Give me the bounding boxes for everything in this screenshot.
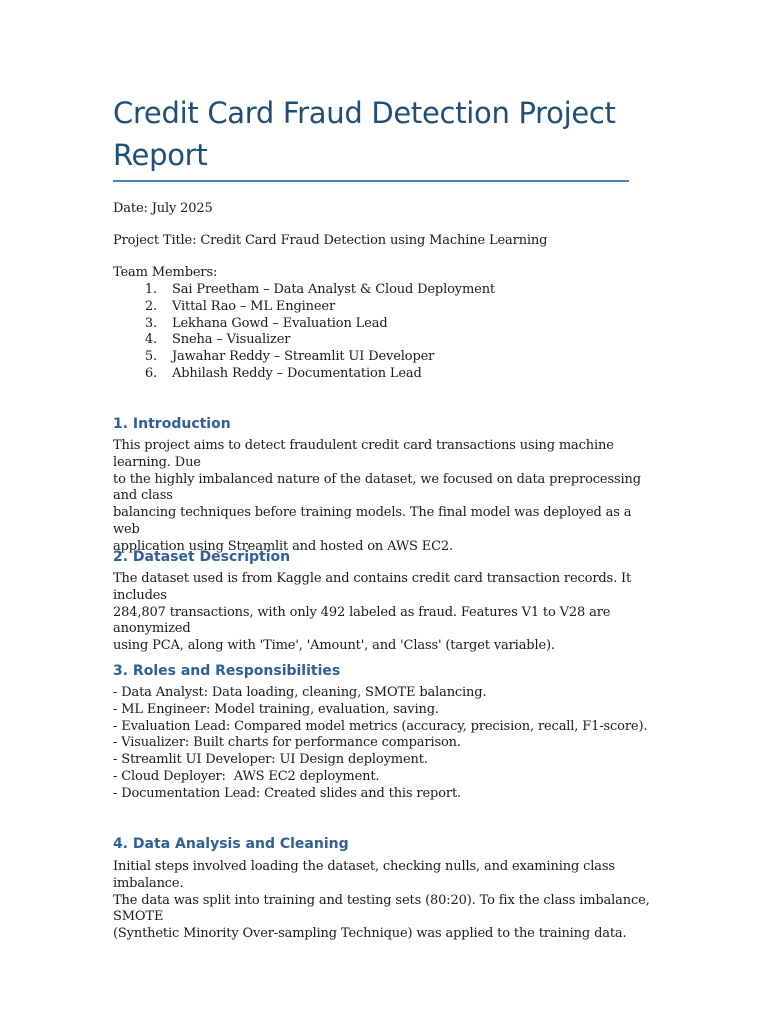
team-member-item: [113, 332, 495, 349]
project-title: Project Title: Credit Card Fraud Detection using Machine Learning: [113, 233, 548, 248]
team-member-name: Sneha – Visualizer: [172, 332, 291, 348]
title-underline: [113, 180, 629, 182]
team-member-item: [113, 366, 495, 383]
dataset-heading: 2. Dataset Description: [113, 549, 291, 565]
list-item: - Data Analyst: Data loading, cleaning, SMOTE balancing.: [113, 685, 487, 700]
analysis-paragraph: Initial steps involved loading the dataset, checking nulls, and examining class imbalance. The data was split into training and testing sets (80:20). To fix the class imbalance, SMOTE (Synthetic Minority Over-sampling Technique) was applied to the training data.: [113, 859, 650, 942]
list-number: 6.: [144, 365, 157, 381]
report-date: Date: July 2025: [113, 201, 213, 216]
team-member-name: Sai Preetham – Data Analyst & Cloud Deployment: [172, 282, 496, 297]
list-item: - Documentation Lead: Created slides and this report.: [113, 785, 462, 801]
team-members-label: Team Members:: [113, 265, 218, 280]
team-member-item: [113, 349, 495, 366]
list-number: 2.: [144, 298, 157, 314]
list-number: 3.: [144, 315, 157, 331]
document-title: Credit Card Fraud Detection Project Report: [113, 96, 616, 172]
list-item: - ML Engineer: Model training, evaluation, saving.: [113, 701, 439, 717]
analysis-heading: 4. Data Analysis and Cleaning: [113, 836, 349, 852]
team-member-name: Vittal Rao – ML Engineer: [172, 298, 336, 314]
list-number: 5.: [144, 349, 157, 365]
team-member-name: Jawahar Reddy – Streamlit UI Developer: [172, 349, 435, 365]
list-item: - Cloud Deployer: AWS EC2 deployment.: [113, 768, 380, 784]
list-number: 1.: [144, 282, 157, 297]
introduction-paragraph: This project aims to detect fraudulent credit card transactions using machine learning. Due to the highly imbalanced nature of the dataset, we focused on data preprocessing and class balancing techniques before training models. The final model was deployed as a web application using Streamlit and hosted on AWS EC2.: [113, 438, 641, 554]
team-member-item: [113, 282, 495, 299]
dataset-paragraph: The dataset used is from Kaggle and contains credit card transaction records. It includes 284,807 transactions, with only 492 labeled as fraud. Features V1 to V28 are anonymized using PCA, along with 'Time', 'Amount', and 'Class' (target variable).: [113, 571, 632, 654]
team-member-name: Abhilash Reddy – Documentation Lead: [172, 365, 422, 381]
team-member-name: Lekhana Gowd – Evaluation Lead: [172, 315, 388, 331]
team-members-list: [113, 282, 495, 383]
roles-list: [113, 685, 647, 803]
list-item: - Streamlit UI Developer: UI Design deployment.: [113, 752, 428, 768]
list-item: - Evaluation Lead: Compared model metrics (accuracy, precision, recall, F1-score).: [113, 718, 648, 734]
roles-heading: 3. Roles and Responsibilities: [113, 663, 341, 679]
team-member-item: [113, 316, 495, 333]
team-member-item: [113, 299, 495, 316]
list-item: - Visualizer: Built charts for performance comparison.: [113, 735, 461, 751]
introduction-heading: 1. Introduction: [113, 416, 231, 432]
list-number: 4.: [144, 332, 157, 348]
